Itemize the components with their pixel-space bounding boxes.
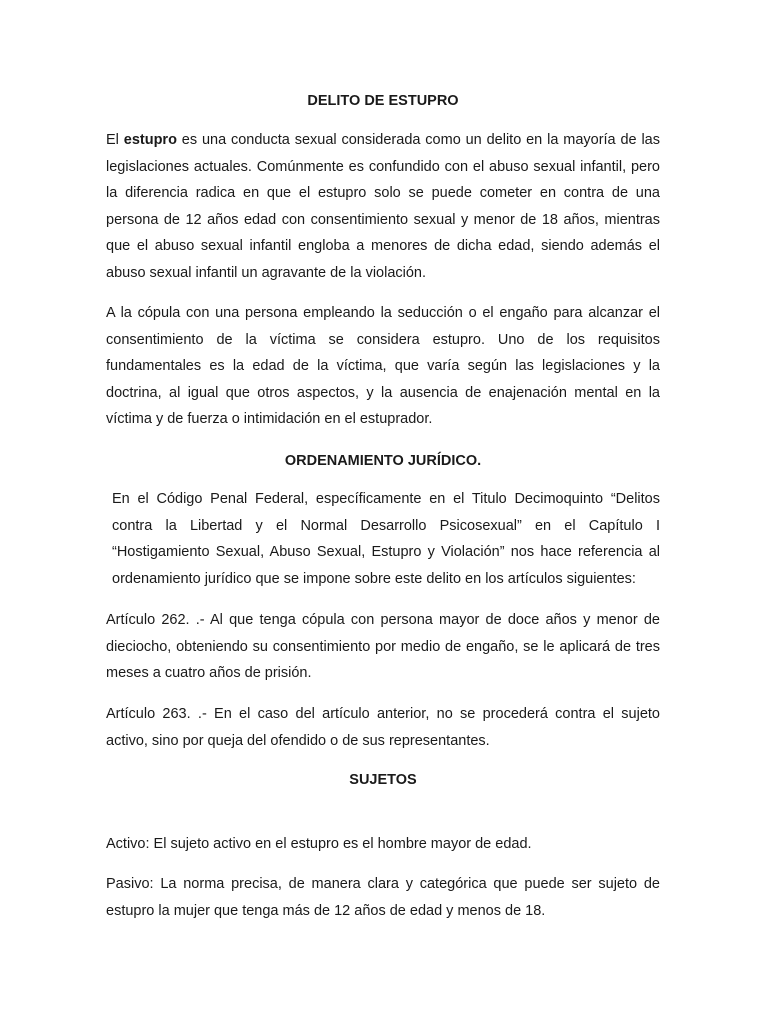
intro-rest: es una conducta sexual considerada como un delito en la mayoría de las legislaciones actuales. Comúnmente es confundido con el abuso sexual infantil, pero la diferencia radica en que el estupro solo se puede cometer en contra de una persona de 12 años edad con consentimiento sexual y menor de 18 años, mientras que el abuso sexual infantil engloba a menores de dicha edad, siendo además el abuso sexual infantil un agravante de la violación. bbox=[106, 132, 660, 281]
paragraph-codigo-penal: En el Código Penal Federal, específicamente en el Titulo Decimoquinto “Delitos contra la Libertad y el Normal Desarrollo Psicosexual” en el Capítulo I “Hostigamiento Sexual, Abuso Sexual, Estupro y Violación” nos hace referencia al ordenamiento jurídico que se impone sobre este delito en los artículos siguientes: bbox=[112, 491, 660, 587]
heading-ordenamiento: ORDENAMIENTO JURÍDICO. bbox=[284, 453, 482, 469]
intro-lead: El bbox=[106, 132, 124, 148]
intro-bold-term: estupro bbox=[123, 132, 177, 148]
paragraph-articulo-263: Artículo 263. .- En el caso del artículo anterior, no se procederá contra el sujeto activo, sino por queja del ofendido o de sus representantes. bbox=[106, 706, 660, 749]
paragraph-definition: A la cópula con una persona empleando la seducción o el engaño para alcanzar el consentimiento de la víctima se considera estupro. Uno de los requisitos fundamentales es la edad de la víctima, que varía según las legislaciones y la doctrina, al igual que otros aspectos, y la ausencia de enajenación mental en la víctima y de fuerza o intimidación en el estuprador. bbox=[106, 305, 660, 427]
paragraph-articulo-262: Artículo 262. .- Al que tenga cópula con persona mayor de doce años y menor de dieciocho, obteniendo su consentimiento por medio de engaño, se le aplicará de tres meses a cuatro años de prisión. bbox=[106, 612, 660, 681]
paragraph-pasivo: Pasivo: La norma precisa, de manera clara y categórica que puede ser sujeto de estupro la mujer que tenga más de 12 años de edad y menos de 18. bbox=[106, 876, 660, 919]
heading-sujetos: SUJETOS bbox=[349, 772, 417, 788]
document-title: DELITO DE ESTUPRO bbox=[307, 93, 459, 109]
paragraph-intro bbox=[106, 127, 660, 286]
paragraph-activo: Activo: El sujeto activo en el estupro es el hombre mayor de edad. bbox=[106, 836, 532, 852]
